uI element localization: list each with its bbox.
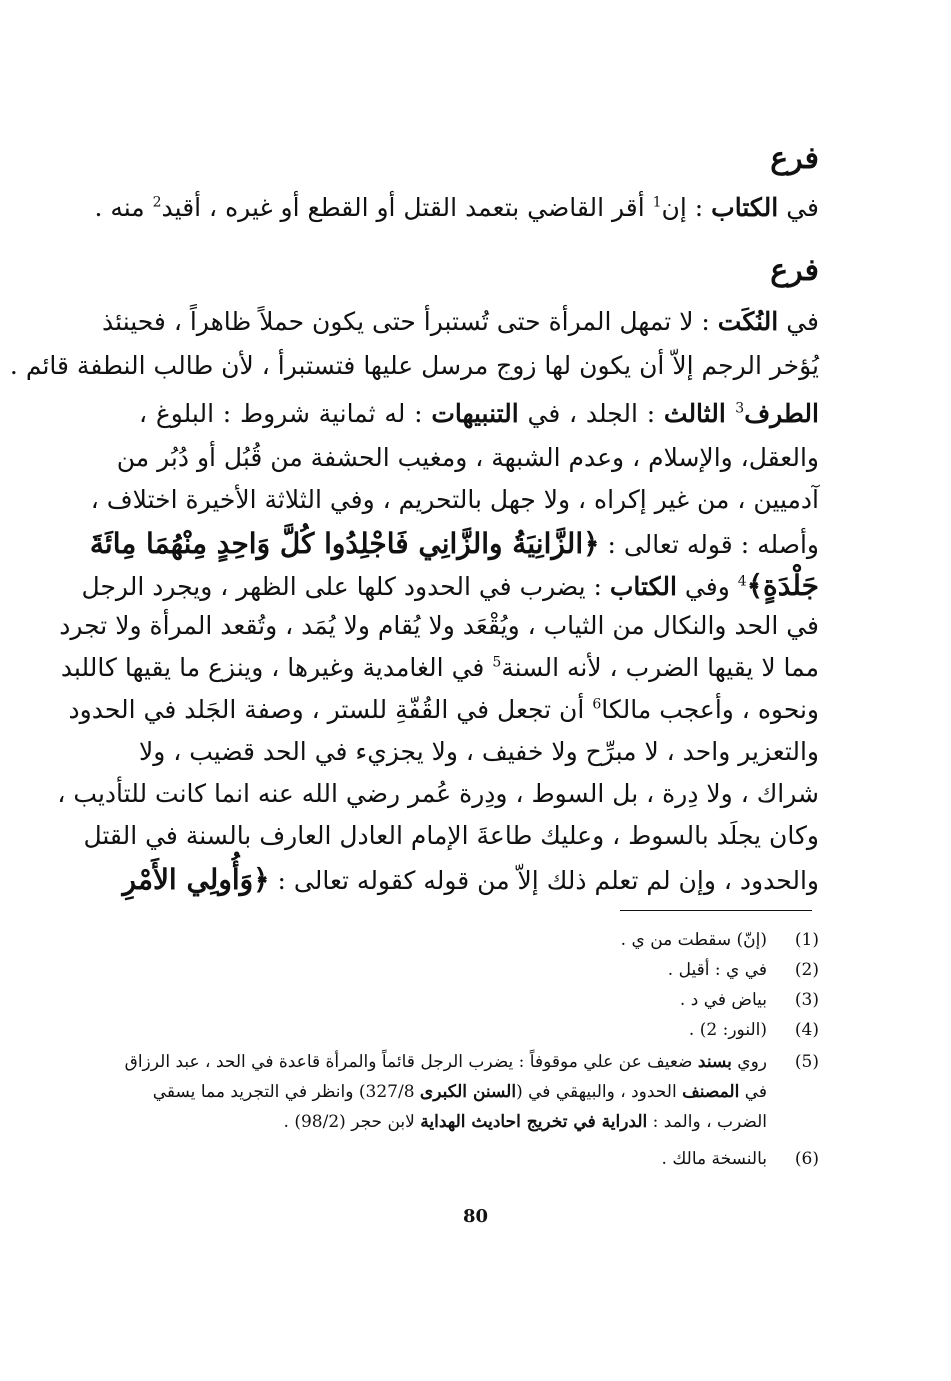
footnote-text: بياض في د . [679,990,767,1010]
text: والحدود ، وإن لم تعلم ذلك إلاّ من قوله كقوله تعالى : [269,866,819,895]
text-bold: السنن الكبرى [419,1082,517,1102]
text: : إن [661,193,712,222]
footnote-2 [139,955,819,985]
footnote-number: (6) [794,1149,819,1169]
text: : له ثمانية شروط : البلوغ ، [139,399,432,428]
text: منه . [94,193,153,222]
footnote-5-line-3 [139,1107,767,1137]
footnote-3 [139,985,819,1015]
text: أقر القاضي بتعمد القتل أو القطع أو غيره ، أقيد [161,193,653,222]
section-heading-1: فرع [770,141,819,176]
footnote-4 [139,1015,819,1045]
paragraph-3-line-10: شراك ، ولا دِرة ، بل السوط ، ودِرة عُمر رضي الله عنه انما كانت للتأديب ، [57,779,819,808]
footnote-number: (5) [794,1052,819,1072]
text: أن تجعل في القُفّةِ للستر ، وصفة الجَلد في الحدود [68,695,593,724]
paragraph-3-line-12 [122,862,819,898]
paragraph-3-line-5 [81,568,819,604]
text-bold: بسند [697,1052,732,1072]
footnote-ref-4: 4 [737,573,747,590]
text: مما لا يقيها الضرب ، لأنه السنة [501,653,819,682]
source-kitab: الكتاب [711,193,779,222]
paragraph-3-line-7 [60,652,819,685]
section-heading-2: فرع [770,253,819,288]
footnote-6 [139,1144,819,1174]
text: في [739,1082,767,1102]
text: : يضرب في الحدود كلها على الظهر ، ويجرد الرجل [81,572,610,601]
footnote-ref-5: 5 [492,654,502,671]
page-number: 80 [462,1206,489,1227]
text: وفي [676,572,738,601]
text-bold: المصنف [682,1082,740,1102]
paragraph-1-line-1 [94,192,819,225]
footnote-5 [124,1047,819,1077]
paragraph-3-line-1 [139,398,819,431]
footnote-5-line-2 [139,1077,767,1107]
text: : لا تمهل المرأة حتى تُستبرأ حتى يكون حملاً ظاهراً ، فحينئذ [102,307,718,336]
text: الضرب ، والمد : [647,1112,767,1132]
text: ضعيف عن علي موقوفاً : يضرب الرجل قائماً والمرأة قاعدة في الحد ، عبد الرزاق [124,1052,698,1072]
footnote-text: (إنّ) سقطت من ي . [620,930,767,950]
quran-verse: ﴿الزَّانِيَةُ والزَّانِي فَاجْلِدُوا كُلَّ وَاحِدٍ مِنْهُمَا مِائَةَ [89,527,600,560]
paragraph-3-line-6: في الحد والنكال من الثياب ، ويُقْعَد ولا يُقام ولا يُمَد ، وتُقعد المرأة ولا تجرد [59,611,819,640]
paragraph-3-line-3: آدميين ، من غير إكراه ، ولا جهل بالتحريم ، وفي الثلاثة الأخيرة اختلاف ، [90,485,819,514]
paragraph-3-line-8 [68,694,819,727]
footnote-number: (1) [794,930,819,950]
footnote-ref-3: 3 [735,400,745,417]
text-bold: الدراية في تخريج احاديث الهداية [420,1112,648,1132]
text: روي [731,1052,767,1072]
footnote-ref-1: 1 [652,194,662,211]
footnote-text: (النور: 2) . [688,1020,767,1040]
text: 327/8) وانظر في التجريد مما يسقي [152,1082,420,1102]
paragraph-3-line-2: والعقل، والإسلام ، وعدم الشبهة ، ومغيب الحشفة من قُبُل أو دُبُر من [116,443,819,472]
text: ونحوه ، وأعجب مالكا [601,695,819,724]
source-tanbihat: التنبيهات [431,399,519,428]
text: في [786,193,819,222]
footnote-number: (3) [794,990,819,1010]
text: لابن حجر (98/2) . [283,1112,421,1132]
footnote-text [124,1047,767,1077]
section-title-number: الثالث [663,399,736,428]
text: في الغامدية وغيرها ، وينزع ما يقيها كاللبد [60,653,493,682]
text: : الجلد ، في [518,399,664,428]
quran-verse: ﴿وَأُولِي الأَمْرِ [122,863,270,896]
footnote-text: في ي : أقيل . [667,960,767,980]
text: وأصله : قوله تعالى : [599,530,819,559]
footnote-1 [139,925,819,955]
footnote-ref-2: 2 [152,194,162,211]
quran-verse-end: جَلْدَةٍ﴾ [746,569,819,602]
footnote-number: (2) [794,960,819,980]
source-kitab: الكتاب [609,572,677,601]
footnote-divider [620,910,812,911]
source-nukat: النُكَت [717,307,779,336]
paragraph-3-line-9: والتعزير واحد ، لا مبرِّح ولا خفيف ، ولا يجزيء في الحد قضيب ، ولا [138,737,819,766]
paragraph-3-line-4 [89,526,819,562]
paragraph-2-line-1 [102,306,819,339]
paragraph-3-line-11: وكان يجلَد بالسوط ، وعليك طاعةَ الإمام العادل العارف بالسنة في القتل [83,821,819,850]
footnote-number: (4) [794,1020,819,1040]
paragraph-2-line-2: يُؤخر الرجم إلاّ أن يكون لها زوج مرسل عليها فتستبرأ ، لأن طالب النطفة قائم . [9,351,819,380]
footnote-ref-6: 6 [592,696,602,713]
text: الحدود ، والبيهقي في ( [516,1082,683,1102]
section-title: الطرف [744,399,819,428]
text: في [786,307,819,336]
footnote-text: بالنسخة مالك . [661,1149,767,1169]
